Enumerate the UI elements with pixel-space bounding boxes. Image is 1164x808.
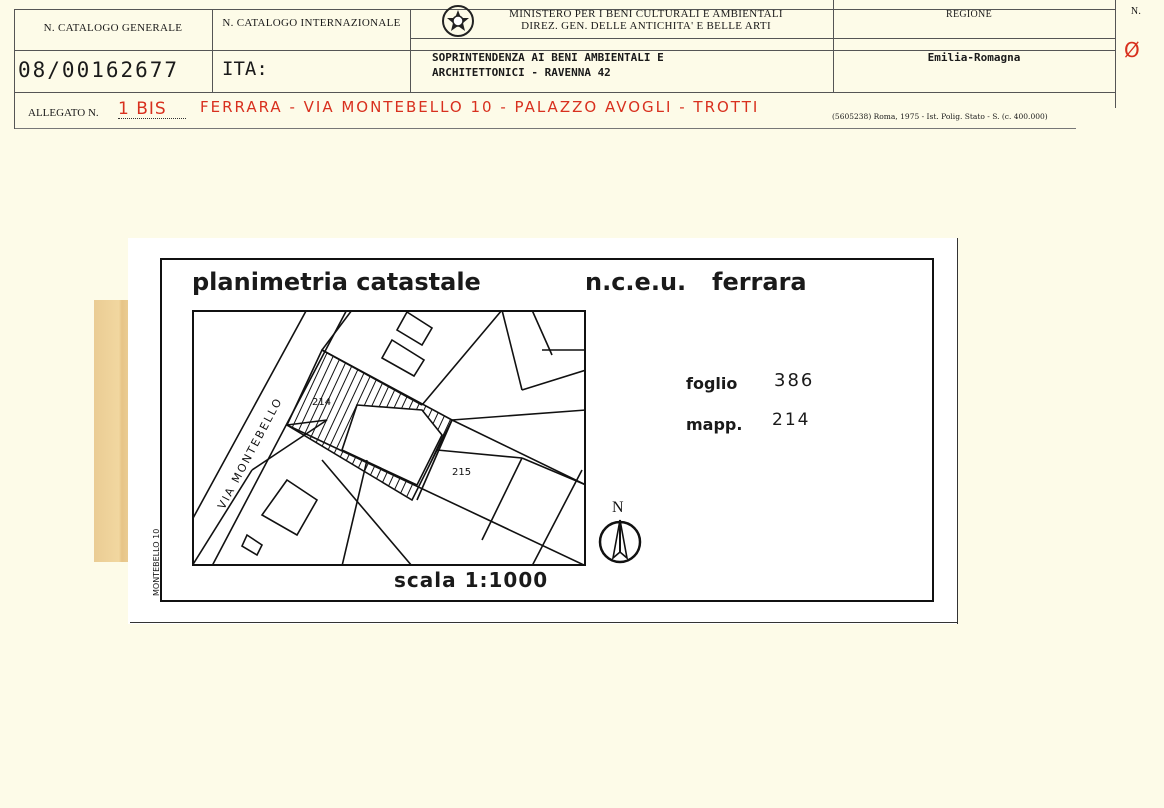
allegato-label: ALLEGATO N. — [28, 107, 99, 119]
foglio-label: foglio — [686, 374, 738, 393]
soprintendenza-line2: ARCHITETTONICI - RAVENNA 42 — [432, 66, 611, 79]
catalog-general-value: 08/00162677 — [18, 58, 180, 82]
street-label: VIA MONTEBELLO — [215, 395, 286, 512]
parcel-214-label: 214 — [312, 397, 332, 408]
ministry-line2: DIREZ. GEN. DELLE ANTICHITA' E BELLE ARTI — [521, 20, 771, 32]
regione-value: Emilia-Romagna — [927, 51, 1021, 64]
catalog-international-value: ITA: — [222, 58, 268, 80]
side-note: MONTEBELLO 10 — [152, 528, 161, 596]
plan-city: ferrara — [712, 268, 807, 296]
mapp-label: mapp. — [686, 415, 743, 434]
plan-title: planimetria catastale — [192, 268, 481, 296]
north-label: N — [612, 499, 624, 516]
allegato-description: FERRARA - VIA MONTEBELLO 10 - PALAZZO AVOGLI - TROTTI — [200, 98, 760, 116]
mapp-value: 214 — [772, 410, 811, 430]
soprintendenza-line1: SOPRINTENDENZA AI BENI AMBIENTALI E — [432, 51, 664, 64]
plan-subtitle: n.c.e.u. — [585, 268, 687, 296]
regione-label: REGIONE — [946, 9, 992, 20]
republic-emblem-icon — [440, 4, 476, 43]
cadastral-map — [192, 310, 586, 566]
plan-sheet — [160, 258, 934, 602]
n-label: N. — [1130, 6, 1142, 17]
north-arrow-icon — [594, 498, 646, 571]
foglio-value: 386 — [774, 370, 815, 391]
catalog-general-label: N. CATALOGO GENERALE — [43, 22, 183, 34]
n-value: Ø — [1124, 38, 1140, 62]
catalog-international-label: N. CATALOGO INTERNAZIONALE — [222, 17, 401, 29]
ministry-line1: MINISTERO PER I BENI CULTURALI E AMBIENTALI — [509, 8, 783, 20]
printer-note: (5605238) Roma, 1975 - Ist. Polig. Stato - S. (c. 400.000) — [832, 112, 1048, 121]
scale-label: scala 1:1000 — [394, 568, 549, 592]
parcel-215-label: 215 — [452, 467, 472, 478]
allegato-value: 1 BIS — [118, 99, 167, 119]
